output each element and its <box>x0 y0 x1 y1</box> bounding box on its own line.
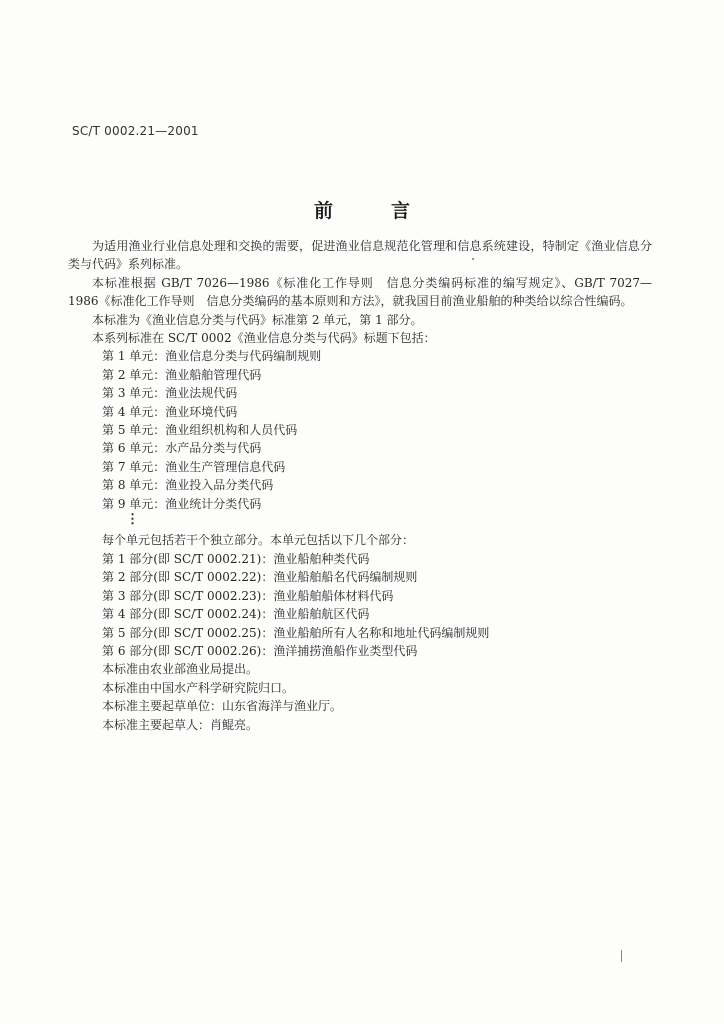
unit-item: 第 7 单元：渔业生产管理信息代码 <box>102 459 286 474</box>
unit-item: 第 1 单元：渔业信息分类与代码编制规则 <box>102 349 322 364</box>
unit-item: 第 2 单元：渔业船舶管理代码 <box>102 367 262 382</box>
page-number-mark <box>621 950 622 962</box>
page-title: 前言 <box>313 200 468 222</box>
drafter-statement: 本标准主要起草人：肖鲲亮。 <box>102 717 259 732</box>
part-item: 第 2 部分(即 SC/T 0002.22)：渔业船舶船名代码编制规则 <box>102 570 418 585</box>
unit-item: 第 9 单元：渔业统计分类代码 <box>102 496 262 511</box>
part-item: 第 3 部分(即 SC/T 0002.23)：渔业船舶船体材料代码 <box>102 588 394 603</box>
unit-item: 第 8 单元：渔业投入品分类代码 <box>102 478 274 493</box>
drafting-unit-statement: 本标准主要起草单位：山东省海洋与渔业厅。 <box>102 699 343 714</box>
continuation-dots: ⋮ <box>126 512 139 528</box>
paragraph-series: 本系列标准在 SC/T 0002《渔业信息分类与代码》标题下包括： <box>92 331 436 346</box>
proposer-statement: 本标准由农业部渔业局提出。 <box>102 662 259 677</box>
part-item: 第 4 部分(即 SC/T 0002.24)：渔业船舶航区代码 <box>102 607 370 622</box>
paragraph-scope: 本标准为《渔业信息分类与代码》标准第 2 单元，第 1 部分。 <box>92 312 423 327</box>
standard-number: SC/T 0002.21—2001 <box>72 124 199 138</box>
parts-intro: 每个单元包括若干个独立部分。本单元包括以下几个部分： <box>102 533 415 548</box>
unit-item: 第 5 单元：渔业组织机构和人员代码 <box>102 423 298 438</box>
administrator-statement: 本标准由中国水产科学研究院归口。 <box>102 680 295 695</box>
unit-list <box>68 347 652 531</box>
closing-statements <box>68 660 652 734</box>
unit-item: 第 3 单元：渔业法规代码 <box>102 386 238 401</box>
paragraph-basis: 本标准根据 GB/T 7026—1986《标准化工作导则 信息分类编码标准的编写规定》、GB/T 7027—1986《标准化工作导则 信息分类编码的基本原则和方法》，就我国目前渔业船舶的种类给以综合性编码。 <box>68 275 652 309</box>
unit-item: 第 4 单元：渔业环境代码 <box>102 404 238 419</box>
part-list <box>68 550 652 660</box>
unit-item: 第 6 单元：水产品分类与代码 <box>102 441 262 456</box>
part-item: 第 5 部分(即 SC/T 0002.25)：渔业船舶所有人名称和地址代码编制规则 <box>102 625 490 640</box>
preface-body <box>68 237 652 734</box>
part-item: 第 6 部分(即 SC/T 0002.26)：渔洋捕捞渔船作业类型代码 <box>102 643 418 658</box>
paragraph-purpose: 为适用渔业行业信息处理和交换的需要，促进渔业信息规范化管理和信息系统建设，特制定《渔业信息分类与代码》系列标准。 <box>68 239 652 272</box>
part-item: 第 1 部分(即 SC/T 0002.21)：渔业船舶种类代码 <box>102 551 370 566</box>
